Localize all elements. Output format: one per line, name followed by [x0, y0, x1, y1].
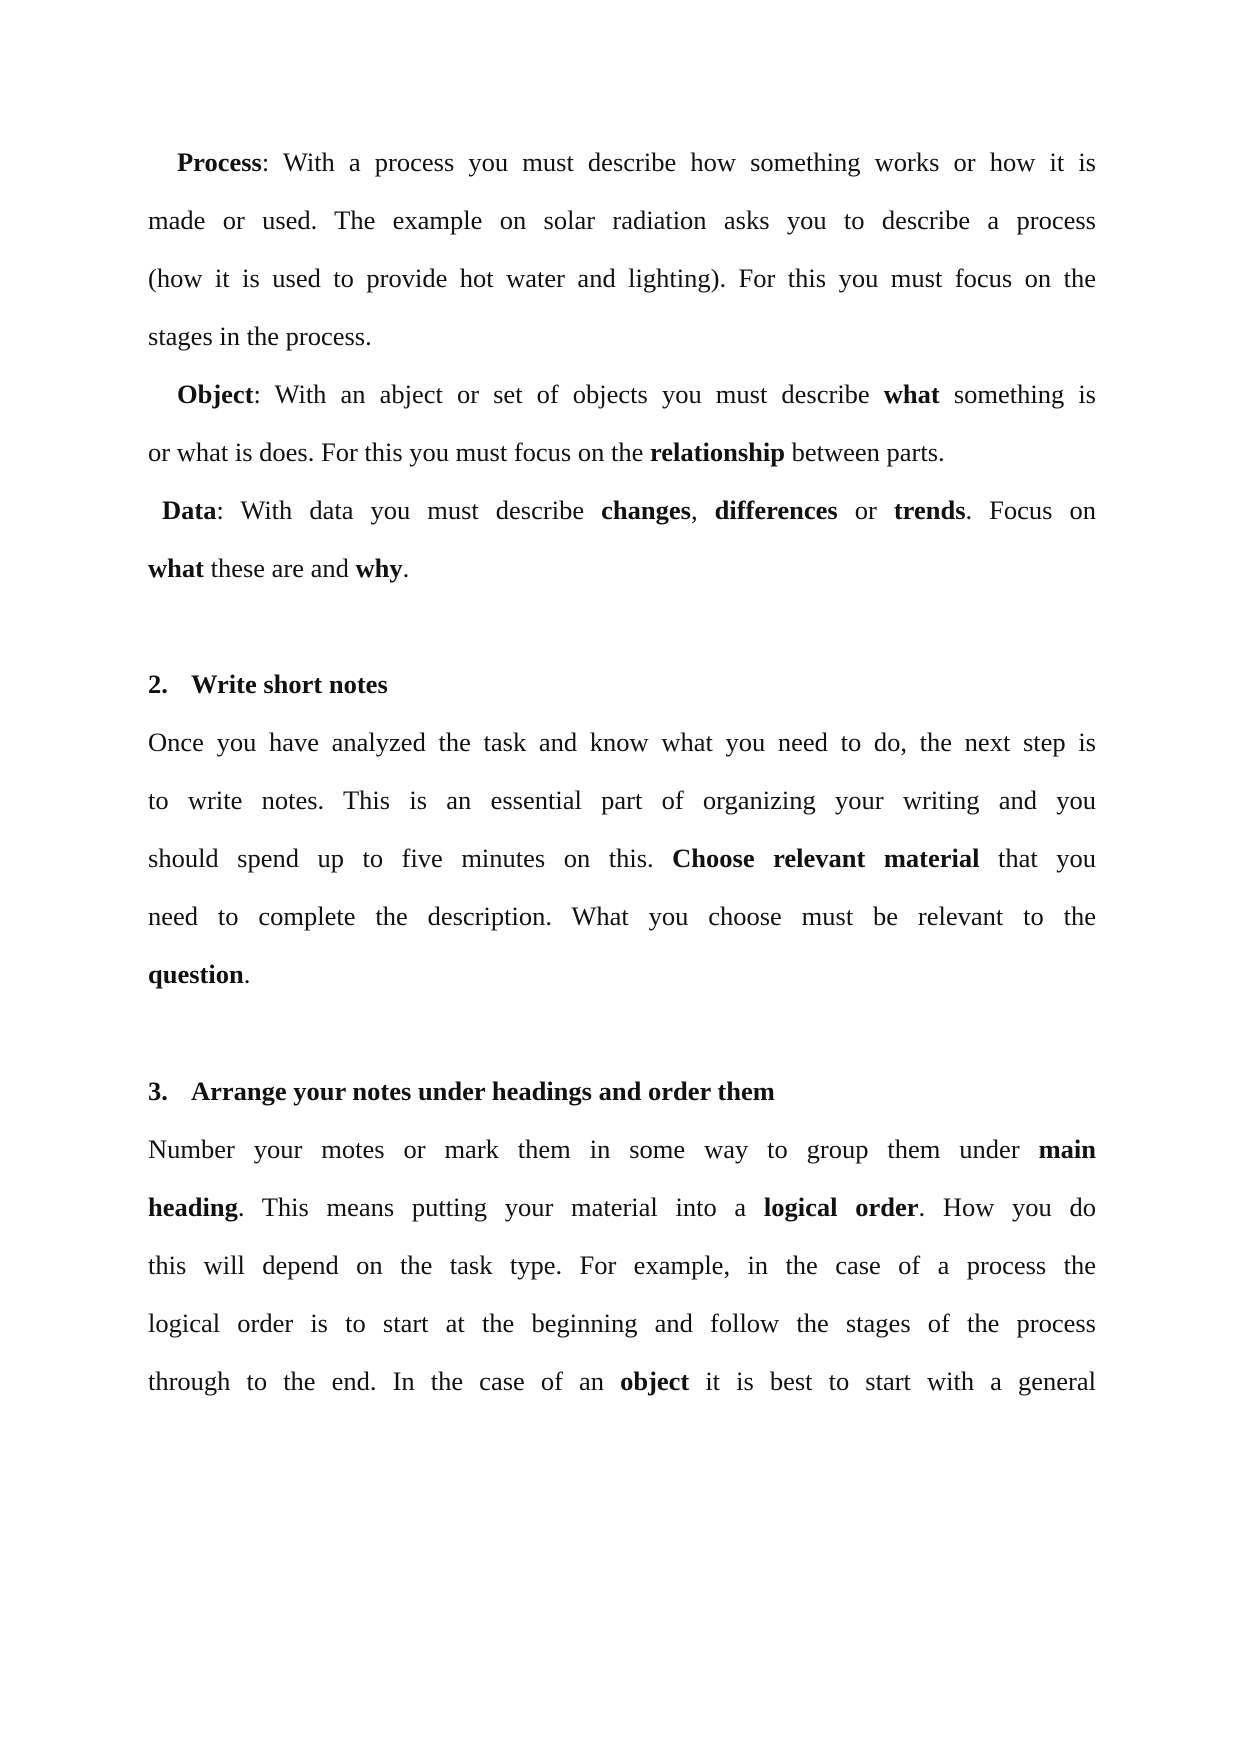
section-2-line-2: to write notes. This is an essential part of organizing your writing and you: [148, 785, 1096, 815]
bold-differences: differences: [714, 495, 838, 525]
bold-logical-order: logical order: [763, 1192, 919, 1222]
heading-number: 3.: [148, 1076, 168, 1106]
text-span: . Focus on: [965, 495, 1097, 525]
heading-title: Write short notes: [191, 669, 388, 699]
text-span: .: [402, 553, 410, 583]
heading-number: 2.: [148, 669, 168, 699]
paragraph-data-line-2: [148, 552, 1096, 584]
text-span: ,: [690, 495, 715, 525]
text-span: something is: [939, 379, 1096, 409]
section-2-line-5: [148, 958, 1096, 990]
bold-heading: heading: [148, 1192, 238, 1222]
text-span: between parts.: [784, 437, 945, 467]
text-span: : With data you must describe: [216, 495, 602, 525]
text-span: through to the end. In the case of an: [148, 1366, 621, 1396]
paragraph-object-line-2: [148, 436, 1096, 468]
text-span: . How you do: [918, 1192, 1096, 1222]
heading-title: Arrange your notes under headings and order them: [191, 1076, 775, 1106]
section-3-line-3: this will depend on the task type. For example, in the case of a process the: [148, 1250, 1096, 1280]
paragraph-process-line-1: [177, 146, 1096, 178]
text-span: or: [837, 495, 894, 525]
paragraph-object-line-1: [177, 378, 1096, 410]
section-3-heading: [148, 1075, 1096, 1107]
text-span: Number your motes or mark them in some way to group them under: [148, 1134, 1039, 1164]
section-2-line-4: need to complete the description. What you choose must be relevant to the: [148, 901, 1096, 931]
text-span: : With a process you must describe how something works or how it is: [261, 147, 1096, 177]
bold-what: what: [883, 379, 940, 409]
bold-trends: trends: [893, 495, 966, 525]
bold-main: main: [1038, 1134, 1096, 1164]
bold-object: object: [620, 1366, 690, 1396]
section-3-line-1: [148, 1133, 1096, 1165]
bold-why: why: [355, 553, 403, 583]
bold-changes: changes: [601, 495, 691, 525]
section-3-line-2: [148, 1191, 1096, 1223]
text-span: : With an abject or set of objects you must describe: [253, 379, 884, 409]
paragraph-process-line-3: (how it is used to provide hot water and lighting). For this you must focus on the: [148, 263, 1096, 293]
section-3-line-5: [148, 1365, 1096, 1397]
term-object: Object: [177, 379, 254, 409]
section-2-line-1: Once you have analyzed the task and know what you need to do, the next step is: [148, 727, 1096, 757]
text-span: .: [243, 959, 251, 989]
text-span: these are and: [203, 553, 356, 583]
section-2-line-3: [148, 842, 1096, 874]
bold-question: question: [148, 959, 244, 989]
bold-relationship: relationship: [650, 437, 785, 467]
text-span: it is best to start with a general: [689, 1366, 1096, 1396]
text-span: or what is does. For this you must focus on the: [148, 437, 650, 467]
paragraph-process-line-2: made or used. The example on solar radiation asks you to describe a process: [148, 205, 1096, 235]
text-span: . This means putting your material into a: [237, 1192, 764, 1222]
term-process: Process: [177, 147, 262, 177]
paragraph-data-line-1: [162, 494, 1096, 526]
section-3-line-4: logical order is to start at the beginning and follow the stages of the process: [148, 1308, 1096, 1338]
bold-what: what: [148, 553, 204, 583]
text-span: that you: [979, 843, 1096, 873]
term-data: Data: [162, 495, 217, 525]
text-span: should spend up to five minutes on this.: [148, 843, 673, 873]
section-2-heading: [148, 668, 1096, 700]
paragraph-process-line-4: stages in the process.: [148, 321, 372, 351]
bold-choose-relevant-material: Choose relevant material: [672, 843, 980, 873]
